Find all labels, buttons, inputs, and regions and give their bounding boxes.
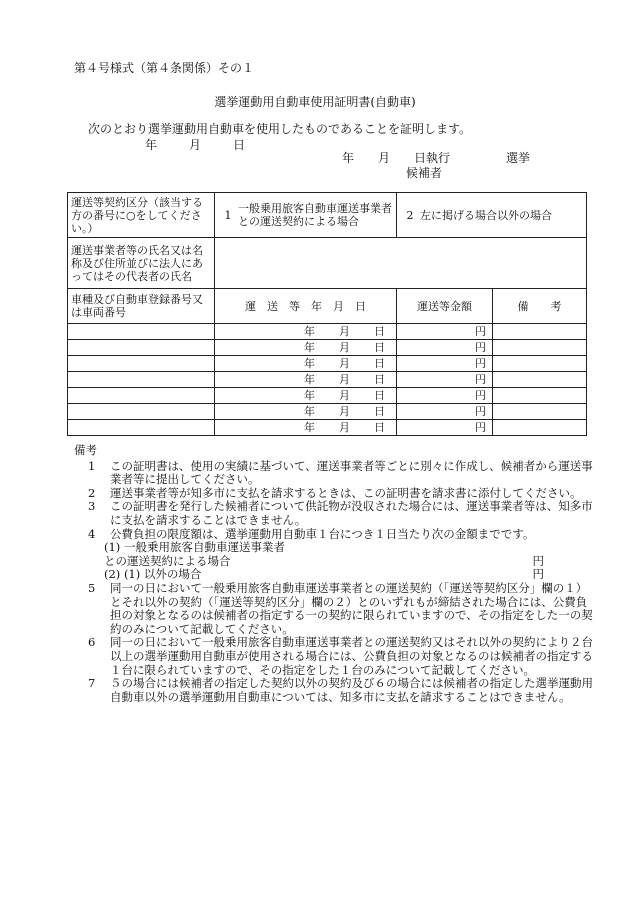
note-3-text: この証明書を発行した候補者について供託物が没収された場合には、運送事業者等は、知多市に支払を請求することはできません。 <box>110 499 593 527</box>
remarks-cell[interactable] <box>493 372 587 388</box>
row-yen: 円 <box>475 389 486 402</box>
date-year: 年 <box>145 138 158 152</box>
table-row <box>68 404 587 420</box>
note-3-number: 3 <box>88 499 96 514</box>
operator-field[interactable] <box>215 238 587 289</box>
amount-cell[interactable] <box>397 388 493 404</box>
page-title: 選挙運動用自動車使用証明書(自動車) <box>214 95 416 109</box>
note-6-text: 同一の日において一般乗用旅客自動車運送事業者との運送契約又はそれ以外の契約により２台以上の選挙運動用自動車が使用される場合には、公費負担の対象となるのは候補者の指定する１台に限られていますので、その指定をした１台のみについて記載してください。 <box>110 635 593 677</box>
candidate-label: 候補者 <box>406 166 443 180</box>
contract-option-1[interactable] <box>215 193 397 238</box>
row-yen: 円 <box>475 341 486 354</box>
note-5-number: 5 <box>88 580 96 595</box>
remarks-heading: 備考 <box>74 443 97 457</box>
limit-1-text: との運送契約による場合 <box>104 553 231 568</box>
note-2-text: 運送事業者等が知多市に支払を請求するときは、この証明書を請求書に添付してください。 <box>110 485 582 500</box>
remarks-column-header: 備 考 <box>493 289 587 324</box>
row-yen: 円 <box>475 325 486 338</box>
limit-1-yen: 円 <box>532 553 544 568</box>
date-column-header: 運 送 等 年 月 日 <box>215 289 397 324</box>
date-day: 日 <box>233 138 246 152</box>
row-year: 年 <box>304 325 315 338</box>
note-5 <box>74 582 594 636</box>
limit-1-heading: (1) 一般乗用旅客自動車運送事業者 <box>104 540 285 555</box>
row-year: 年 <box>304 389 315 402</box>
row-day: 日 <box>374 405 385 418</box>
row-year: 年 <box>304 341 315 354</box>
usage-table <box>67 192 587 436</box>
row-year: 年 <box>304 357 315 370</box>
option-2-text: 左に掲げる場合以外の場合 <box>420 208 552 222</box>
row-year: 年 <box>304 405 315 418</box>
note-7 <box>74 677 594 704</box>
row-month: 月 <box>339 325 350 338</box>
note-1-text: この証明書は、使用の実績に基づいて、運送事業者等ごとに別々に作成し、候補者から運送事業者等に提出してください。 <box>110 458 593 487</box>
table-row <box>68 324 587 340</box>
option-1-number: 1 <box>224 208 232 222</box>
operator-label: 運送事業者等の氏名又は名称及び住所並びに法人にあってはその代表者の氏名 <box>68 238 215 289</box>
row-day: 日 <box>374 357 385 370</box>
option-1-text: 一般乗用旅客自動車運送事業者との運送契約による場合 <box>238 202 392 228</box>
note-2 <box>74 487 594 501</box>
amount-cell[interactable] <box>397 324 493 340</box>
limit-2-row <box>74 568 594 582</box>
vehicle-cell[interactable] <box>68 356 215 372</box>
date-cell[interactable] <box>215 324 397 340</box>
date-cell[interactable] <box>215 372 397 388</box>
table-row <box>68 340 587 356</box>
note-4-number: 4 <box>88 526 96 541</box>
table-row <box>68 372 587 388</box>
remarks-cell[interactable] <box>493 356 587 372</box>
row-yen: 円 <box>475 373 486 386</box>
note-6 <box>74 636 594 677</box>
row-month: 月 <box>339 389 350 402</box>
amount-cell[interactable] <box>397 404 493 420</box>
vehicle-cell[interactable] <box>68 388 215 404</box>
note-5-text: 同一の日において一般乗用旅客自動車運送事業者との運送契約（「運送等契約区分」欄の１）とそれ以外の契約（「運送等契約区分」欄の２）とのいずれもが締結された場合には、公費負担の対象となるのは候補者の指定する一の契約に限られていますので、その指定をした一の契約のみについて記載してください。 <box>110 580 593 636</box>
row-month: 月 <box>339 405 350 418</box>
note-7-number: 7 <box>88 676 96 691</box>
note-1-number: 1 <box>88 458 96 473</box>
date-cell[interactable] <box>215 340 397 356</box>
row-month: 月 <box>339 341 350 354</box>
row-year: 年 <box>304 421 315 434</box>
table-row <box>68 356 587 372</box>
date-cell[interactable] <box>215 356 397 372</box>
row-year: 年 <box>304 373 315 386</box>
note-4-text: 公費負担の限度額は、選挙運動用自動車１台につき１日当たり次の金額までです。 <box>110 526 535 541</box>
date-cell[interactable] <box>215 388 397 404</box>
election-label: 選挙 <box>506 151 531 165</box>
row-yen: 円 <box>475 405 486 418</box>
note-6-number: 6 <box>88 635 96 650</box>
remarks-cell[interactable] <box>493 324 587 340</box>
row-month: 月 <box>339 373 350 386</box>
vehicle-label: 車種及び自動車登録番号又は車両番号 <box>68 289 215 324</box>
remarks-cell[interactable] <box>493 340 587 356</box>
vehicle-cell[interactable] <box>68 420 215 436</box>
table-row <box>68 420 587 436</box>
vehicle-cell[interactable] <box>68 404 215 420</box>
note-2-number: 2 <box>88 485 96 500</box>
row-day: 日 <box>374 373 385 386</box>
remarks-section <box>74 444 594 704</box>
row-day: 日 <box>374 325 385 338</box>
execution-line <box>342 151 530 166</box>
amount-cell[interactable] <box>397 340 493 356</box>
table-row <box>68 388 587 404</box>
row-day: 日 <box>374 421 385 434</box>
limit-1-row <box>74 555 594 569</box>
row-month: 月 <box>339 357 350 370</box>
row-yen: 円 <box>475 357 486 370</box>
note-4 <box>74 528 594 542</box>
amount-cell[interactable] <box>397 372 493 388</box>
contract-type-label: 運送等契約区分（該当する方の番号に○をしてください。） <box>68 193 215 238</box>
contract-option-2[interactable] <box>397 193 587 238</box>
date-cell[interactable] <box>215 404 397 420</box>
vehicle-cell[interactable] <box>68 324 215 340</box>
intro-text: 次のとおり選挙運動用自動車を使用したものであることを証明します。 <box>88 122 472 136</box>
certify-date <box>145 138 245 153</box>
remarks-cell[interactable] <box>493 388 587 404</box>
remarks-cell[interactable] <box>493 404 587 420</box>
vehicle-cell[interactable] <box>68 340 215 356</box>
limit-2-text: (2) (1) 以外の場合 <box>104 567 202 582</box>
row-month: 月 <box>339 421 350 434</box>
amount-cell[interactable] <box>397 356 493 372</box>
form-number: 第４号様式（第４条関係）その１ <box>74 61 255 75</box>
row-yen: 円 <box>475 421 486 434</box>
remarks-cell[interactable] <box>493 420 587 436</box>
amount-column-header: 運送等金額 <box>397 289 493 324</box>
date-month: 月 <box>189 138 202 152</box>
note-1 <box>74 460 594 487</box>
note-7-text: ５の場合には候補者の指定した契約以外の契約及び６の場合には候補者の指定した選挙運動用自動車以外の選挙運動用自動車については、知多市に支払を請求することはできません。 <box>110 676 593 704</box>
vehicle-cell[interactable] <box>68 372 215 388</box>
execution-date: 年 月 日執行 <box>342 151 451 165</box>
option-2-number: 2 <box>406 208 414 222</box>
note-3 <box>74 500 594 527</box>
row-day: 日 <box>374 341 385 354</box>
amount-cell[interactable] <box>397 420 493 436</box>
row-day: 日 <box>374 389 385 402</box>
limit-2-yen: 円 <box>532 567 544 582</box>
date-cell[interactable] <box>215 420 397 436</box>
